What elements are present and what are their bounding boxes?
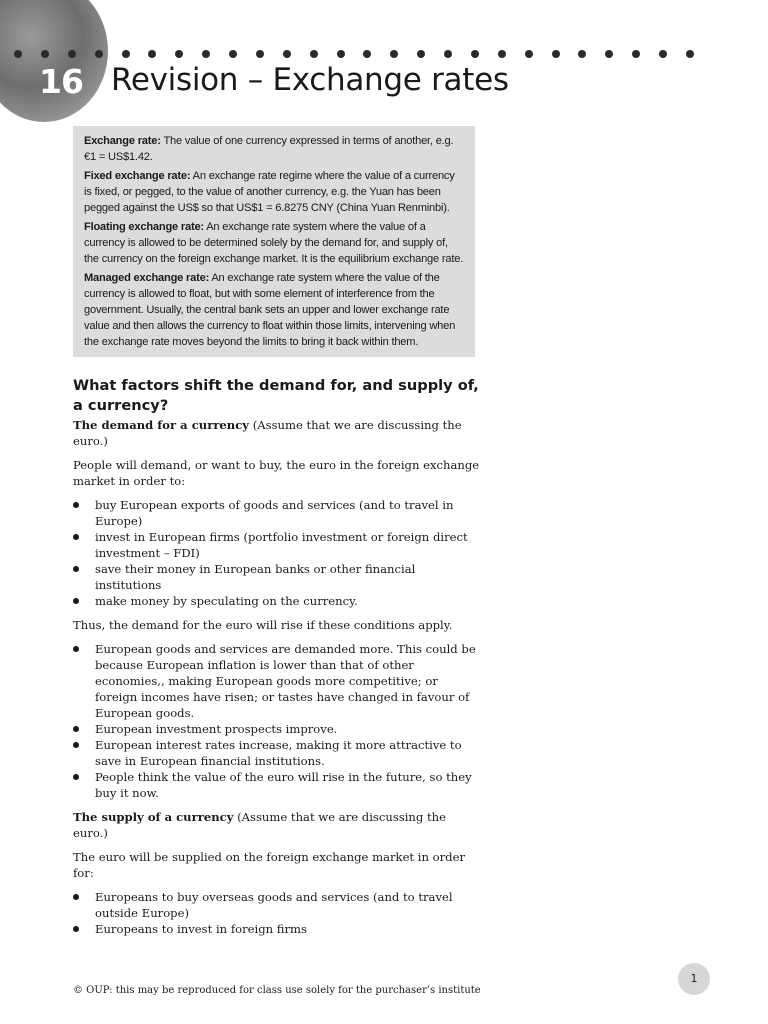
demand-reasons-list	[73, 497, 483, 609]
list-item: European goods and services are demanded more. This could be because European inflation is lower than that of other economies,, making European goods more competitive; or foreign incomes have risen; or tastes have changed in favour of European goods.	[73, 641, 483, 721]
definition-fixed-exchange-rate: Fixed exchange rate: An exchange rate regime where the value of a currency is fixed, or pegged, to the value of another currency, e.g. the Yuan has been pegged against the US$ so that US$1 = 6.8275 CNY (China Yuan Renminbi).	[84, 170, 455, 214]
list-item: invest in European firms (portfolio investment or foreign direct investment – FDI)	[73, 529, 483, 561]
main-content	[73, 376, 483, 945]
list-item: European interest rates increase, making it more attractive to save in European financial institutions.	[73, 737, 483, 769]
supply-subheading: The supply of a currency (Assume that we are discussing the euro.)	[73, 810, 446, 840]
list-item: European investment prospects improve.	[73, 721, 483, 737]
list-item: Europeans to invest in foreign firms	[73, 921, 483, 937]
supply-reasons-list	[73, 889, 483, 937]
demand-conditions-list	[73, 641, 483, 801]
list-item: save their money in European banks or other financial institutions	[73, 561, 483, 593]
page-number: 1	[678, 963, 710, 995]
list-item: make money by speculating on the currency.	[73, 593, 483, 609]
chapter-number: 16	[39, 62, 83, 101]
demand-rise-text: Thus, the demand for the euro will rise if these conditions apply.	[73, 618, 453, 632]
demand-subheading: The demand for a currency (Assume that we are discussing the euro.)	[73, 418, 462, 448]
demand-intro: People will demand, or want to buy, the euro in the foreign exchange market in order to:	[73, 458, 480, 488]
definition-exchange-rate: Exchange rate: The value of one currency expressed in terms of another, e.g. €1 = US$1.42.	[84, 135, 454, 163]
definitions-box	[73, 126, 475, 357]
definition-managed-exchange-rate: Managed exchange rate: An exchange rate system where the value of the currency is allowed to float, but with some element of interference from the government. Usually, the central bank sets an upper and lower exchange rate value and then allows the currency to float within those limits, intervening when the exchange rate moves beyond the limits to bring it back within them.	[84, 272, 456, 348]
list-item: buy European exports of goods and services (and to travel in Europe)	[73, 497, 483, 529]
list-item: People think the value of the euro will rise in the future, so they buy it now.	[73, 769, 483, 801]
supply-intro: The euro will be supplied on the foreign exchange market in order for:	[73, 850, 465, 880]
copyright-footer: © OUP: this may be reproduced for class use solely for the purchaser’s institute	[73, 985, 481, 996]
page-title: Revision – Exchange rates	[111, 62, 509, 98]
chapter-badge	[0, 0, 108, 122]
definition-floating-exchange-rate: Floating exchange rate: An exchange rate system where the value of a currency is allowed to be determined solely by the demand for, and supply of, the currency on the foreign exchange market. It is the equilibrium exchange rate.	[84, 221, 464, 265]
list-item: Europeans to buy overseas goods and services (and to travel outside Europe)	[73, 889, 483, 921]
section-heading: What factors shift the demand for, and supply of, a currency?	[73, 377, 479, 414]
dotted-rule	[14, 48, 694, 60]
